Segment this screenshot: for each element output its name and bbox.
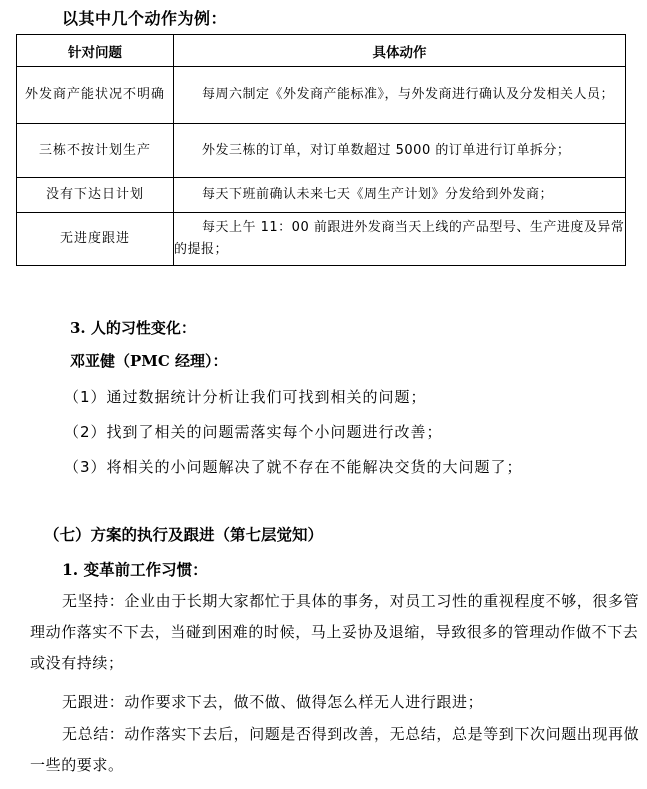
speaker-name: 邓亚健（PMC 经理）： [70,352,228,370]
table-row [17,213,626,266]
table-header-row [17,35,626,67]
paragraph: 无总结：动作落实下去后，问题是否得到改善，无总结，总是等到下次问题出现再做一些的要求。 [30,725,640,774]
section3-heading: 3. 人的习性变化： [70,319,196,337]
action-cell: 外发三栋的订单，对订单数超过 5000 的订单进行订单拆分； [174,124,626,178]
header-action: 具体动作 [174,35,626,67]
issue-cell: 无进度跟进 [17,213,174,266]
actions-table [16,34,626,266]
header-issue: 针对问题 [17,35,174,67]
subsection-heading: 1. 变革前工作习惯： [62,560,208,579]
table-row [17,124,626,178]
action-cell: 每周六制定《外发商产能标准》，与外发商进行确认及分发相关人员； [174,67,626,124]
paragraph: 无坚持：企业由于长期大家都忙于具体的事务，对员工习性的重视程度不够，很多管理动作落实不下去，当碰到困难的时候，马上妥协及退缩，导致很多的管理动作做不下去或没有持续； [30,592,640,672]
issue-cell: 没有下达日计划 [17,178,174,213]
table-row [17,178,626,213]
list-item: （3）将相关的小问题解决了就不存在不能解决交货的大问题了； [64,458,523,476]
section7-heading: （七）方案的执行及跟进（第七层觉知） [44,525,324,544]
list-item: （1）通过数据统计分析让我们可找到相关的问题； [64,388,427,406]
action-cell: 每天下班前确认未来七天《周生产计划》分发给到外发商； [174,178,626,213]
issue-cell: 外发商产能状况不明确 [17,67,174,124]
paragraph: 无跟进：动作要求下去，做不做、做得怎么样无人进行跟进； [62,693,484,711]
list-item: （2）找到了相关的问题需落实每个小问题进行改善； [64,423,443,441]
table-row [17,67,626,124]
issue-cell: 三栋不按计划生产 [17,124,174,178]
action-cell: 每天上午 11：00 前跟进外发商当天上线的产品型号、生产进度及异常的提报； [174,213,626,266]
intro-heading: 以其中几个动作为例： [62,9,228,28]
